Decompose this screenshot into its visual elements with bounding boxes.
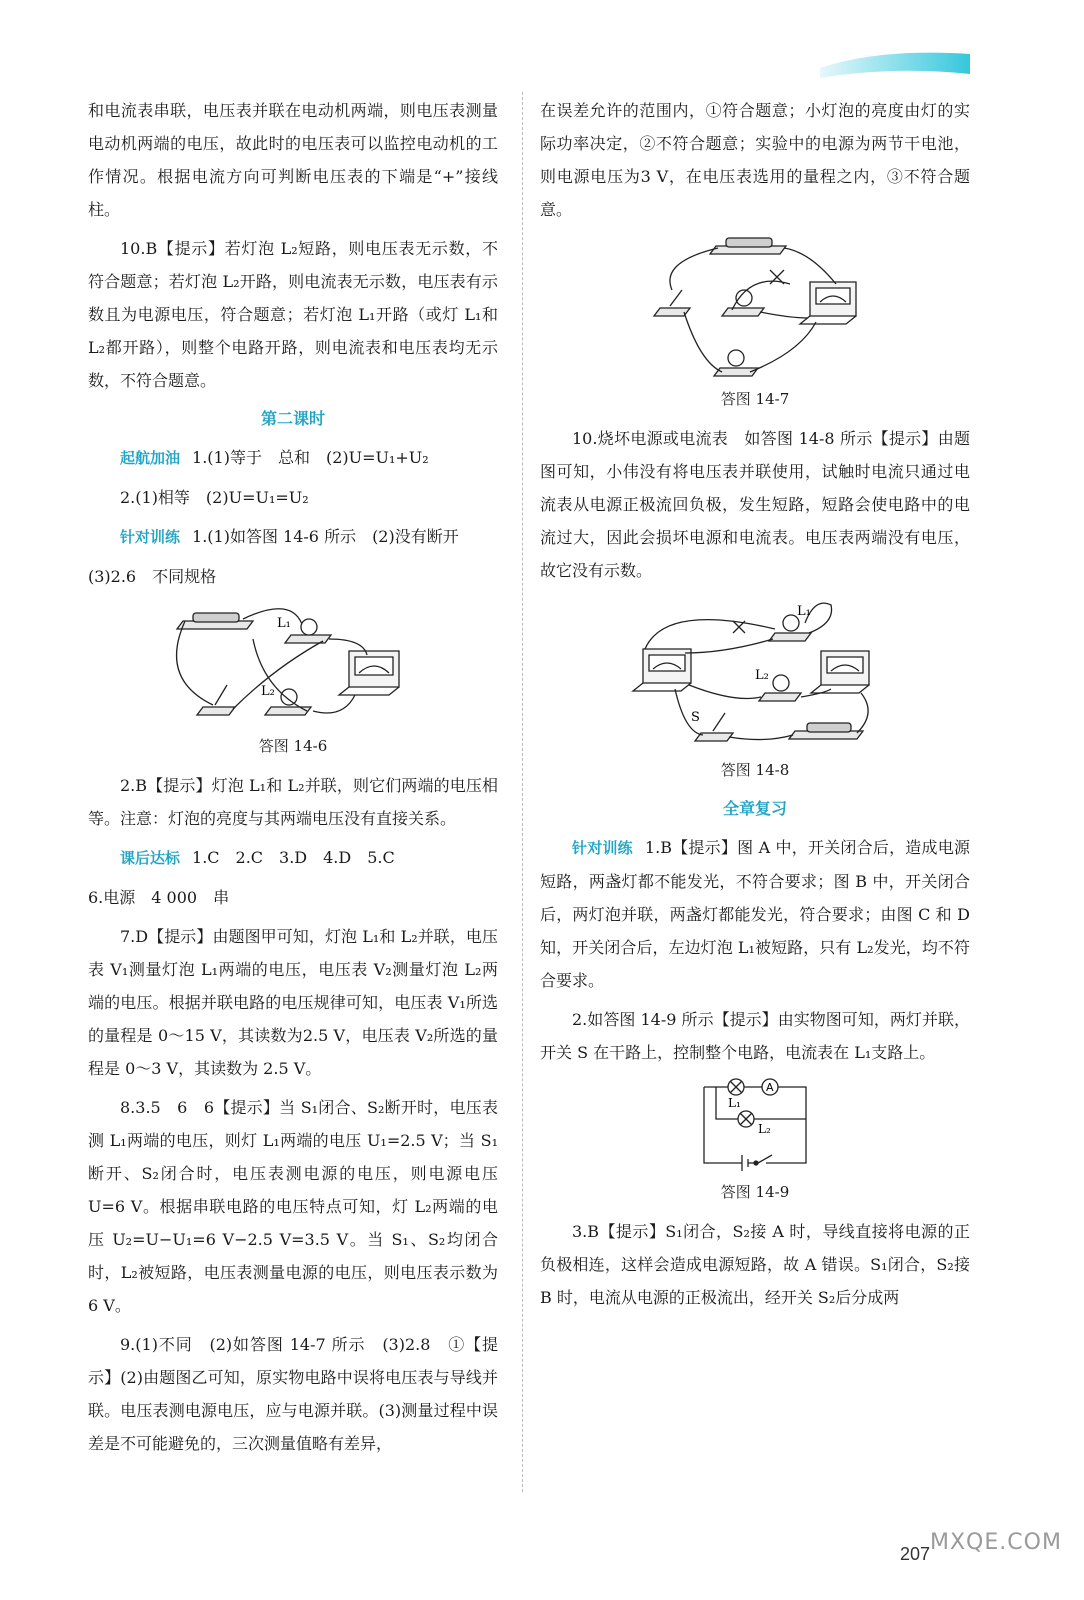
watermark: MXQE.COM: [930, 1530, 1062, 1555]
answer-text: 1.B【提示】图 A 中，开关闭合后，造成电源短路，两盏灯都不能发光，不符合要求；图 B 中，开关闭合后，两灯泡并联，两盏灯都能发光，符合要求；由图 C 和 D 知，开关闭合后，左边灯泡 L₁被短路，只有 L₂发光，均不符合要求。: [540, 838, 970, 990]
figure-14-8: [540, 593, 970, 783]
label-L1: L₁: [728, 1096, 741, 1110]
answer-10-r: 10.烧坏电源或电流表 如答图 14-8 所示【提示】由题图可知，小伟没有将电压表并联使用，试触时电流只通过电流表从电源正极流回负极，发生短路，短路会使电路中的电流过大，因此会损坏电源和电流表。电压表两端没有电压，故它没有示数。: [540, 429, 970, 580]
label-ammeter: A: [766, 1081, 774, 1094]
label-L1: L₁: [797, 604, 811, 619]
figure-14-6: [88, 599, 498, 759]
paragraph: 和电流表串联，电压表并联在电动机两端，则电压表测量电动机两端的电压，故此时的电压表可以监控电动机的工作情况。根据电流方向可判断电压表的下端是“+”接线柱。: [88, 101, 498, 219]
zhendui-line1: [88, 520, 498, 554]
tag-kehou: 课后达标: [120, 849, 181, 867]
label-L2: L₂: [261, 684, 275, 699]
header-decoration: [820, 44, 970, 78]
circuit-diagram-14-6: [163, 599, 423, 729]
figure-caption: 答图 14-8: [720, 761, 790, 779]
tag-qihang: 起航加油: [120, 449, 181, 467]
page-number: 207: [900, 1544, 931, 1564]
kehou-line1: [88, 841, 498, 875]
paragraph: 在误差允许的范围内，①符合题意；小灯泡的亮度由灯的实际功率决定，②不符合题意；实验中的电源为两节干电池，则电源电压为3 V，在电压表选用的量程之内，③不符合题意。: [540, 101, 970, 219]
figure-14-7: [540, 232, 970, 412]
circuit-diagram-14-7: [640, 232, 870, 382]
left-column: [88, 94, 498, 1466]
review-answer-2: 2.如答图 14-9 所示【提示】由实物图可知，两灯并联，开关 S 在干路上，控制整个电路，电流表在 L₁支路上。: [540, 1010, 970, 1062]
review-answer-1: [540, 831, 970, 997]
tag-zhendui: 针对训练: [572, 839, 633, 857]
figure-14-9: [540, 1075, 970, 1205]
label-L2: L₂: [758, 1122, 771, 1136]
answer-8: 8.3.5 6 6【提示】当 S₁闭合、S₂断开时，电压表测 L₁两端的电压，则灯 L₁两端的电压 U₁=2.5 V；当 S₁断开、S₂闭合时，电压表测电源的电压，则电源电压 U=6 V。根据串联电路的电压特点可知，灯 L₂两端的电压 U₂=U−U₁=6 V−2.5 V=3.5 V。当 S₁、S₂均闭合时，L₂被短路，电压表测量电源的电压，则电压表示数为 6 V。: [88, 1098, 498, 1315]
answer-text: 1.C 2.C 3.D 4.D 5.C: [192, 848, 395, 867]
answer-10: 10.B【提示】若灯泡 L₂短路，则电压表无示数，不符合题意；若灯泡 L₂开路，则电流表无示数，电压表有示数且为电源电压，符合题意；若灯泡 L₁开路（或灯 L₁和 L₂都开路），则整个电路开路，则电流表和电压表均无示数，不符合题意。: [88, 239, 498, 390]
answer-text: 1.(1)如答图 14-6 所示 (2)没有断开: [192, 527, 459, 546]
label-L1: L₁: [277, 616, 291, 631]
answer-2: 2.B【提示】灯泡 L₁和 L₂并联，则它们两端的电压相等。注意：灯泡的亮度与其两端电压没有直接关系。: [88, 776, 498, 828]
review-answer-3: 3.B【提示】S₁闭合，S₂接 A 时，导线直接将电源的正负极相连，这样会造成电源短路，故 A 错误。S₁闭合，S₂接 B 时，电流从电源的正极流出，经开关 S₂后分成两: [540, 1222, 970, 1307]
tag-zhendui: 针对训练: [120, 528, 181, 546]
column-divider: [522, 92, 523, 1492]
section-title-lesson2: 第二课时: [260, 409, 325, 428]
label-L2: L₂: [755, 668, 769, 683]
qihang-line1: [88, 441, 498, 475]
label-S: S: [691, 710, 700, 725]
circuit-diagram-14-9: [680, 1075, 830, 1175]
section-title-review: 全章复习: [722, 799, 787, 818]
answer-text: 1.(1)等于 总和 (2)U=U₁+U₂: [192, 448, 429, 467]
figure-caption: 答图 14-7: [720, 390, 790, 408]
answer-9: 9.(1)不同 (2)如答图 14-7 所示 (3)2.8 ①【提示】(2)由题图乙可知，原实物电路中误将电压表与导线并联。电压表测电源电压，应与电源并联。(3)测量过程中误差是不可能避免的，三次测量值略有差异，: [88, 1335, 498, 1453]
circuit-diagram-14-8: [625, 593, 885, 753]
kehou-line2: 6.电源 4 000 串: [88, 888, 230, 907]
right-column: [540, 94, 970, 1320]
zhendui-line2: (3)2.6 不同规格: [88, 567, 217, 586]
figure-caption: 答图 14-6: [258, 737, 328, 755]
figure-caption: 答图 14-9: [720, 1183, 790, 1201]
qihang-line2: 2.(1)相等 (2)U=U₁=U₂: [120, 488, 309, 507]
answer-7: 7.D【提示】由题图甲可知，灯泡 L₁和 L₂并联，电压表 V₁测量灯泡 L₁两端的电压，电压表 V₂测量灯泡 L₂两端的电压。根据并联电路的电压规律可知，电压表 V₁所选的量程是 0～15 V，其读数为2.5 V，电压表 V₂所选的量程是 0～3 V，其读数为 2.5 V。: [88, 927, 498, 1078]
